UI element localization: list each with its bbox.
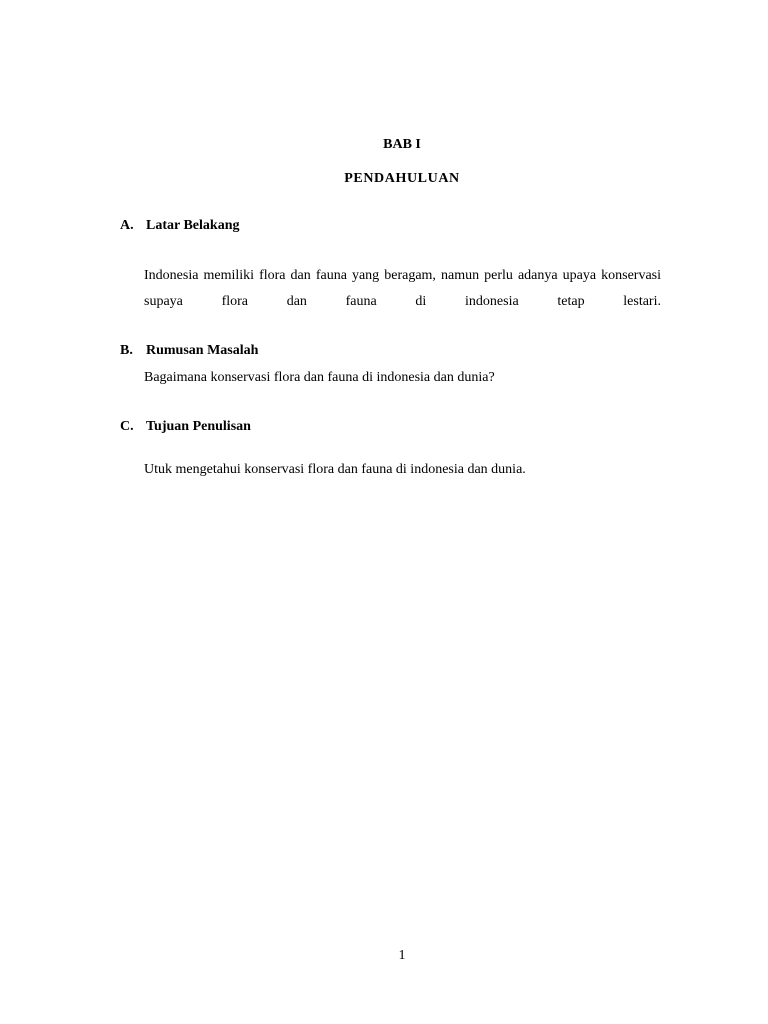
section-title: Latar Belakang — [146, 218, 240, 233]
section-paragraph-rumusan-masalah: Bagaimana konservasi flora dan fauna di indonesia dan dunia? — [144, 370, 495, 385]
chapter-title: PENDAHULUAN — [344, 171, 460, 186]
chapter-number: BAB I — [383, 137, 421, 152]
section-title: Tujuan Penulisan — [146, 419, 251, 434]
page-number: 1 — [398, 948, 406, 963]
section-letter: C. — [120, 419, 134, 434]
section-letter: A. — [120, 218, 134, 233]
section-paragraph-latar-belakang: Indonesia memiliki flora dan fauna yang beragam, namun perlu adanya upaya konservasi supaya flora dan fauna di indonesia tetap lestari. — [144, 268, 661, 309]
section-heading-rumusan-masalah — [120, 343, 258, 359]
section-title: Rumusan Masalah — [146, 343, 259, 358]
section-letter: B. — [120, 343, 133, 358]
section-heading-latar-belakang — [120, 218, 239, 234]
section-paragraph-tujuan-penulisan: Utuk mengetahui konservasi flora dan fauna di indonesia dan dunia. — [144, 462, 526, 477]
section-heading-tujuan-penulisan — [120, 419, 251, 435]
